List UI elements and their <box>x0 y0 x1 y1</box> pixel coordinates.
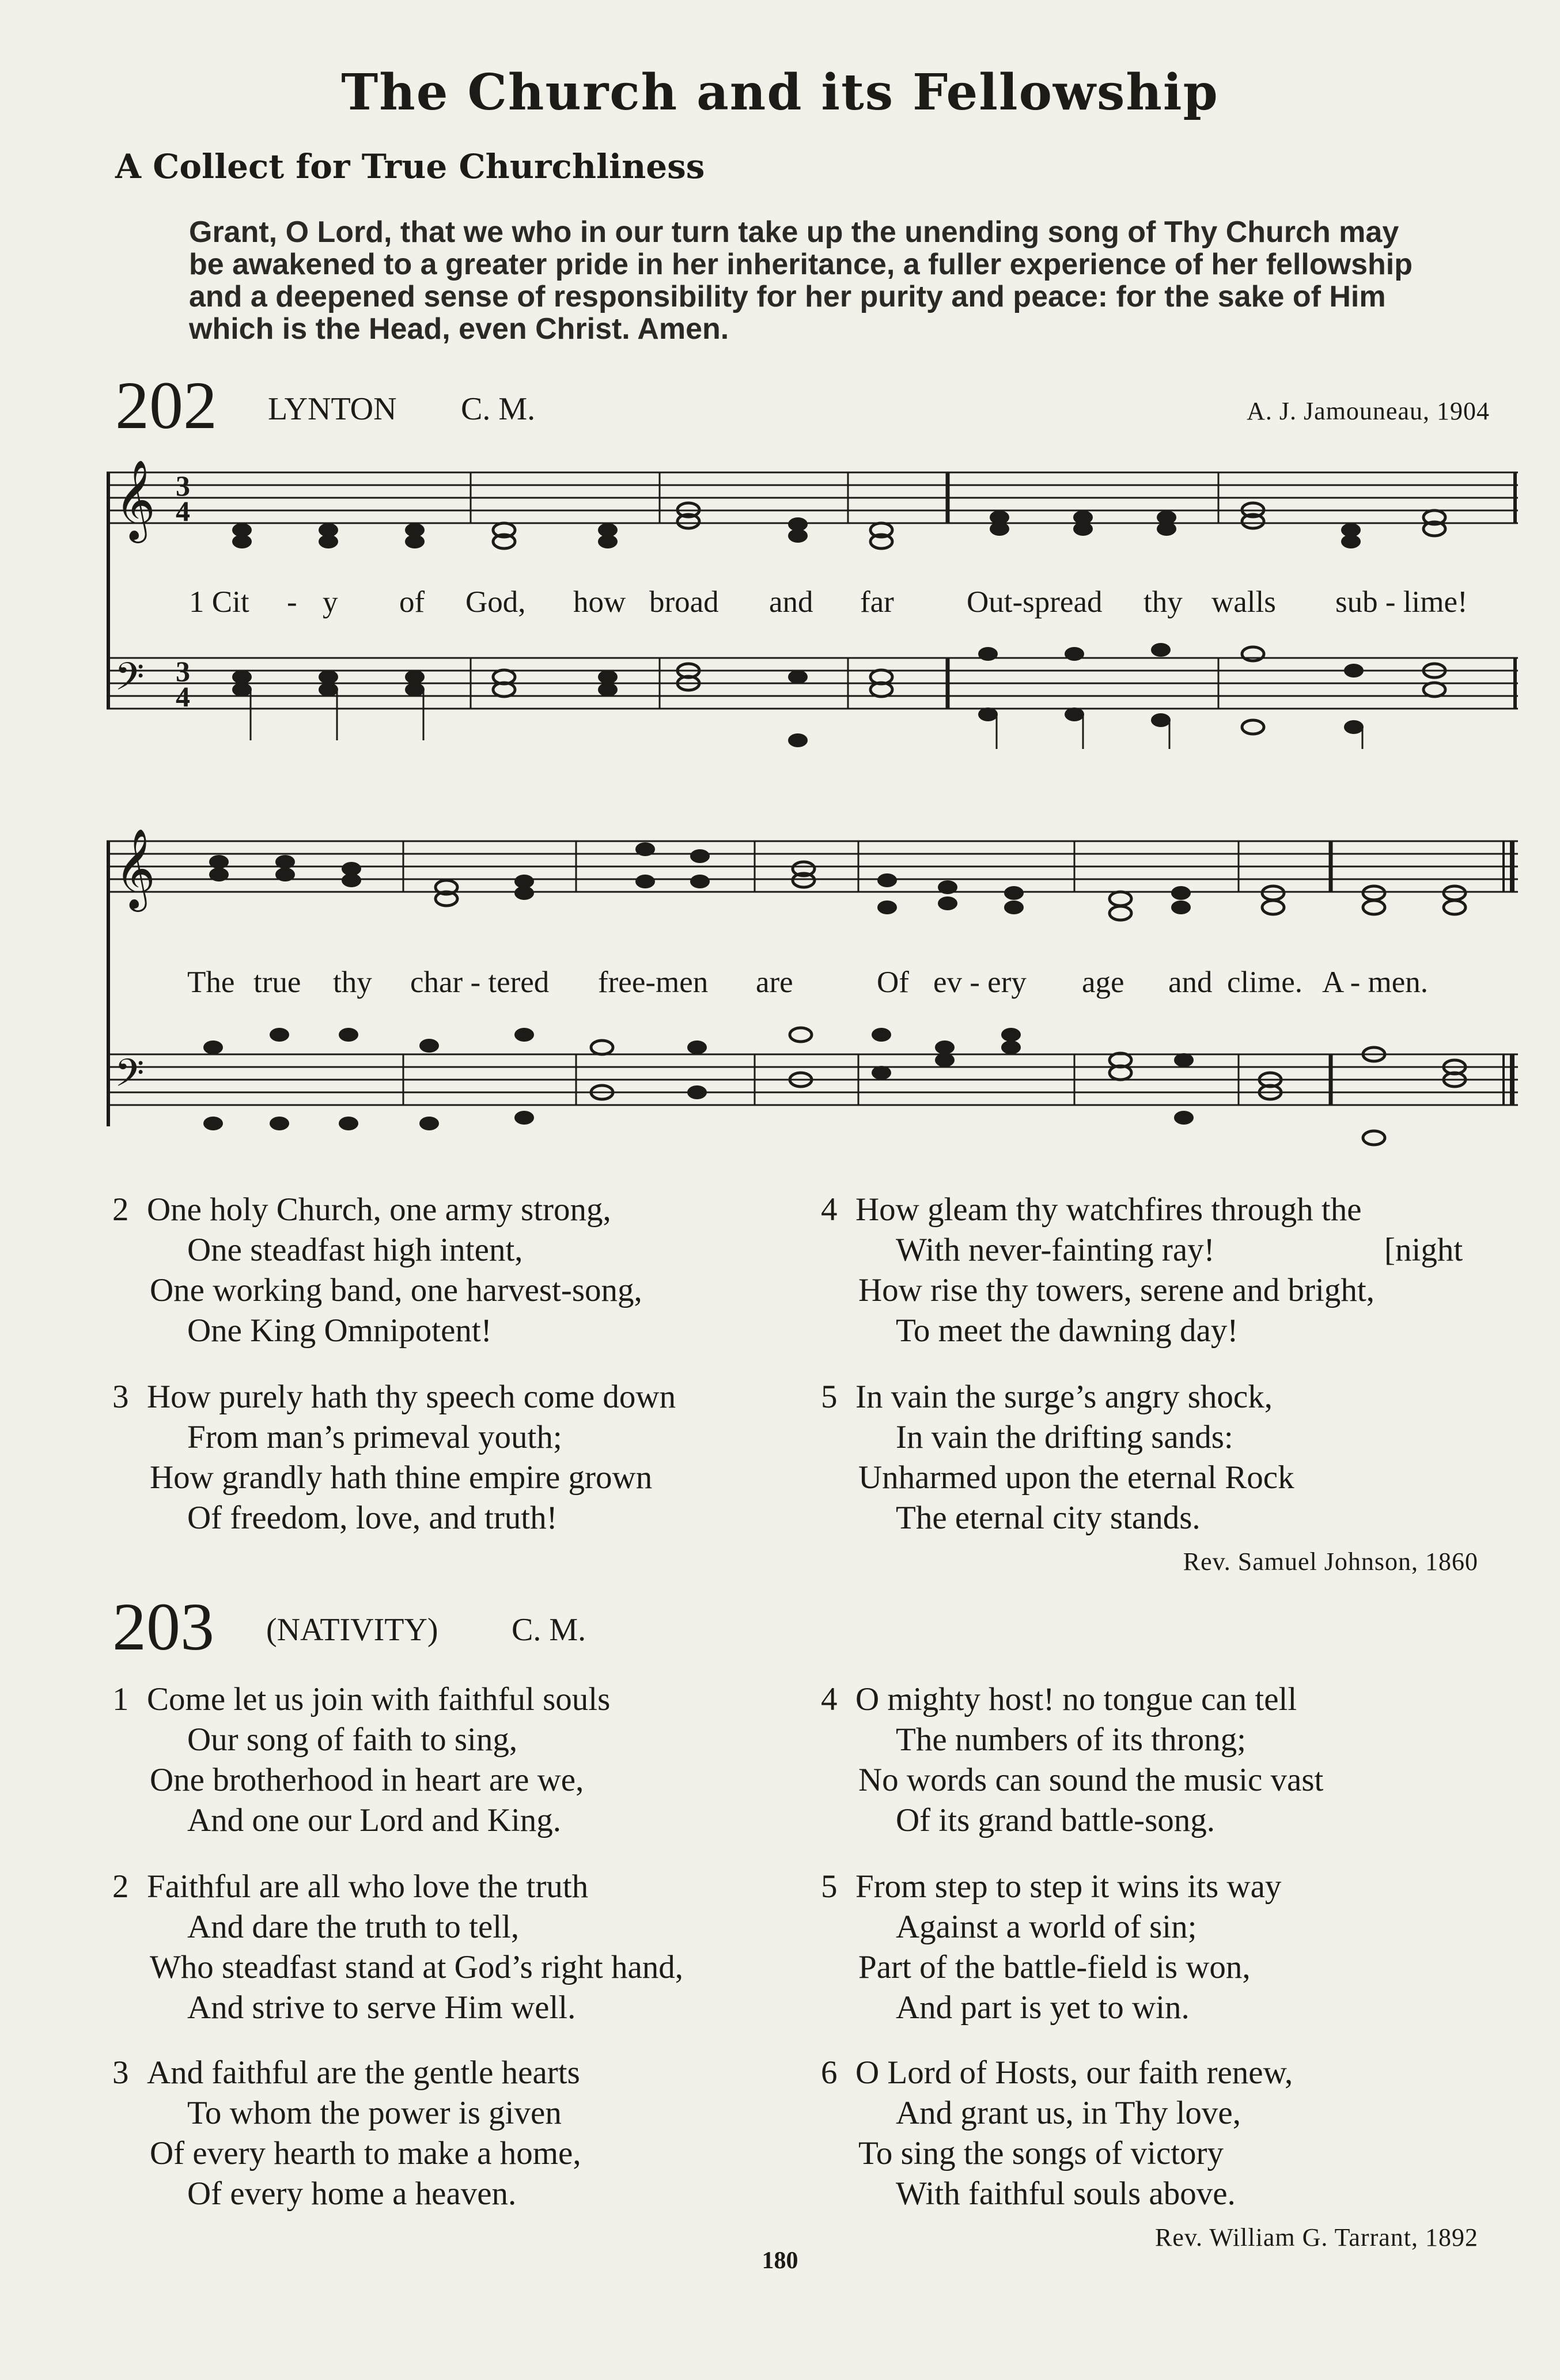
svg-text:3: 3 <box>176 470 190 502</box>
verse-line: And dare the truth to tell, <box>187 1909 520 1945</box>
verse-line: And strive to serve Him well. <box>187 1989 576 2026</box>
verse-line: How purely hath thy speech come down <box>147 1379 676 1415</box>
lyric-9: Out-spread <box>967 585 1103 619</box>
verse-line: The eternal city stands. <box>896 1500 1201 1536</box>
hymn-203-verse-6 <box>821 2053 1293 2214</box>
hymn-203-author: Rev. William G. Tarrant, 1892 <box>1154 2223 1478 2252</box>
collect-line: and a deepened sense of responsibility for her purity and peace: for the sake of Him <box>189 280 1386 313</box>
lyric-s2-9: age <box>1082 966 1124 999</box>
hymn-202-composer: A. J. Jamouneau, 1904 <box>1247 397 1490 425</box>
lyric-s2-2: true <box>253 966 301 999</box>
music-system-2 <box>107 807 1518 1187</box>
verse-line: In vain the surge’s angry shock, <box>855 1379 1273 1415</box>
collect-line: Grant, O Lord, that we who in our turn take up the unending song of Thy Church may <box>189 215 1399 249</box>
hymn-203-verse-3 <box>112 2053 581 2214</box>
svg-text:𝄞: 𝄞 <box>115 828 156 909</box>
hymn-202-verse-2 <box>112 1190 642 1351</box>
verse-line: How grandly hath thine empire grown <box>150 1459 653 1496</box>
verse-line: One holy Church, one army strong, <box>147 1191 611 1228</box>
lyric-12: sub - lime! <box>1335 585 1468 619</box>
hymn-203-verse-2 <box>112 1867 683 2028</box>
lyric-s2-10: and <box>1168 966 1213 999</box>
collect-title: A Collect for True Churchliness <box>115 147 705 186</box>
hymn-202-verse-3 <box>112 1377 676 1538</box>
hymn-203-verse-5 <box>821 1867 1281 2028</box>
verse-line: To whom the power is given <box>187 2095 562 2131</box>
verse-line: One steadfast high intent, <box>187 1232 523 1268</box>
collect-body <box>189 216 1520 345</box>
lyric-4: God, <box>465 585 526 619</box>
verse-number: 4 <box>821 1681 838 1717</box>
hymn-203-tune: (NATIVITY) <box>266 1612 438 1648</box>
verse-number: 3 <box>112 2054 129 2091</box>
lyric-8: far <box>860 585 894 619</box>
lyric-s2-7: Of <box>877 966 909 999</box>
hymn-202-verse-4 <box>821 1190 1463 1351</box>
hymn-202-meter: C. M. <box>461 391 536 427</box>
verse-line: How rise thy towers, serene and bright, <box>858 1272 1375 1308</box>
collect-line: which is the Head, even Christ. Amen. <box>189 312 729 346</box>
verse-number: 4 <box>821 1191 838 1228</box>
lyric-11: walls <box>1211 585 1276 619</box>
verse-line: Of freedom, love, and truth! <box>187 1500 558 1536</box>
page-header: The Church and its Fellowship <box>341 63 1219 122</box>
verse-line: One King Omnipotent! <box>187 1312 492 1349</box>
lyric-s2-12: A - men. <box>1322 966 1428 999</box>
verse-number: 6 <box>821 2054 838 2091</box>
lyric-s2-1: The <box>187 966 235 999</box>
verse-line: With never-fainting ray! <box>896 1232 1215 1268</box>
verse-line: How gleam thy watchfires through the <box>855 1191 1362 1228</box>
verse-line: Our song of faith to sing, <box>187 1721 518 1758</box>
verse-line: To sing the songs of victory <box>858 2135 1224 2171</box>
lyric-s2-4: char - tered <box>410 966 550 999</box>
verse-line: With faithful souls above. <box>896 2175 1236 2212</box>
verse-number: 3 <box>112 1379 129 1415</box>
hymn-202-verse-5 <box>821 1377 1294 1538</box>
verse-line: Faithful are all who love the truth <box>147 1868 589 1905</box>
verse-number: 5 <box>821 1868 838 1905</box>
verse-line: Of every hearth to make a home, <box>150 2135 581 2171</box>
svg-text:𝄢: 𝄢 <box>115 1051 145 1104</box>
verse-number: 1 <box>112 1681 129 1717</box>
verse-line: The numbers of its throng; <box>896 1721 1246 1758</box>
lyric-s2-8: ev - ery <box>933 966 1027 999</box>
verse-line: From step to step it wins its way <box>855 1868 1282 1905</box>
verse-number: 2 <box>112 1191 129 1228</box>
hymn-202-tune: LYNTON <box>268 391 397 427</box>
verse-line: One working band, one harvest-song, <box>150 1272 642 1308</box>
lyric-s2-6: are <box>756 966 793 999</box>
collect-line: be awakened to a greater pride in her inheritance, a fuller experience of her fellowship <box>189 248 1413 281</box>
verse-line: And faithful are the gentle hearts <box>147 2054 580 2091</box>
lyric-6: broad <box>649 585 719 619</box>
verse-line-overflow: [night <box>1384 1232 1463 1268</box>
verse-line: Of every home a heaven. <box>187 2175 517 2212</box>
verse-line: O Lord of Hosts, our faith renew, <box>855 2054 1293 2091</box>
lyric-1: 1 Cit <box>189 585 249 619</box>
lyric-5: how <box>573 585 626 619</box>
lyric-s2-5: free-men <box>598 966 709 999</box>
hymn-203-meter: C. M. <box>512 1612 586 1648</box>
verse-line: And grant us, in Thy love, <box>896 2095 1241 2131</box>
verse-line: Come let us join with faithful souls <box>147 1681 611 1717</box>
hymn-203-verse-4 <box>821 1679 1323 1841</box>
svg-text:𝄞: 𝄞 <box>115 460 156 540</box>
svg-text:𝄢: 𝄢 <box>115 654 145 708</box>
lyric-hyphen: - <box>287 585 297 619</box>
lyric-7: and <box>769 585 813 619</box>
verse-line: And part is yet to win. <box>896 1989 1190 2026</box>
lyric-s2-11: clime. <box>1227 966 1302 999</box>
verse-line: Part of the battle-field is won, <box>858 1949 1251 1985</box>
verse-line: Of its grand battle-song. <box>896 1802 1216 1838</box>
verse-line: Against a world of sin; <box>896 1909 1197 1945</box>
verse-line: Who steadfast stand at God’s right hand, <box>150 1949 684 1985</box>
lyric-2: y <box>323 585 338 619</box>
lyric-3: of <box>399 585 425 619</box>
verse-line: In vain the drifting sands: <box>896 1419 1233 1455</box>
lyric-10: thy <box>1144 585 1183 619</box>
verse-line: And one our Lord and King. <box>187 1802 562 1838</box>
verse-line: To meet the dawning day! <box>896 1312 1239 1349</box>
svg-text:4: 4 <box>176 680 190 713</box>
svg-text:3: 3 <box>176 655 190 687</box>
verse-line: O mighty host! no tongue can tell <box>855 1681 1297 1717</box>
verse-line: One brotherhood in heart are we, <box>150 1762 584 1798</box>
page-number: 180 <box>762 2247 798 2274</box>
hymn-202-author: Rev. Samuel Johnson, 1860 <box>1183 1547 1478 1576</box>
svg-text:4: 4 <box>176 495 190 527</box>
hymn-203-verse-1 <box>112 1679 610 1841</box>
hymn-203-number: 203 <box>112 1589 214 1664</box>
verse-number: 2 <box>112 1868 129 1905</box>
hymn-202-number: 202 <box>115 368 217 443</box>
verse-line: No words can sound the music vast <box>858 1762 1324 1798</box>
lyric-s2-3: thy <box>333 966 372 999</box>
verse-number: 5 <box>821 1379 838 1415</box>
verse-line: From man’s primeval youth; <box>187 1419 562 1455</box>
verse-line: Unharmed upon the eternal Rock <box>858 1459 1294 1496</box>
